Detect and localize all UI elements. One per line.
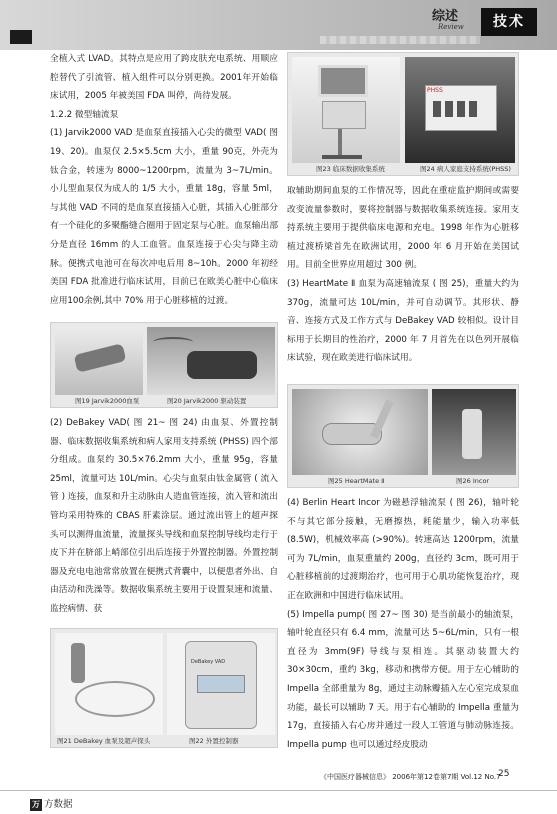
paragraph: 取辅助期间血泵的工作情况等，因此在重症监护期间或需要改变流量参数时，要将控制器与数据收集系统连接。家用支持系统主要用于提供临床电源和充电。1998 年作为心脏移植过渡桥梁首先在欧洲试用，2000 年 6 月开始在美国试用。目前全世界应用超过 300 例。 xyxy=(287,186,519,271)
caption-fig26: 图26 Incor xyxy=(456,477,490,485)
section-subtitle: Review xyxy=(438,23,464,31)
caption-fig25: 图25 HeartMate Ⅱ xyxy=(328,477,385,485)
column-right-top xyxy=(287,182,519,368)
page-number: 25 xyxy=(498,769,510,779)
journal-info: 《中国医疗器械信息》 2006年第12卷第7期 Vol.12 No.7 xyxy=(320,773,501,781)
figure-25-26 xyxy=(287,384,519,488)
header-band xyxy=(0,0,557,50)
watermark xyxy=(30,796,73,811)
paragraph: (5) Impella pump( 图 27~ 图 30) 是当前最小的轴流泵，轴叶轮直径只有 6.4 mm，流量可达 5~6L/min，只有一根直径为 3mm(9F) 导线与泵相连。其驱动装置大约 30×30cm，重约 3kg，移动和携带方便。用于左心辅助的 Impella 全部重量为 8g，通过主动脉瓣插入左心室完成泵血功能，最长可以辅助 7 天。用于右心辅助的 Impella 重量为 17g，直接插入右心房并通过一段人工管道与肺动脉连接。Impella pump 也可以通过经皮股动 xyxy=(287,609,519,750)
caption-fig22: 图22 外置控制器 xyxy=(189,737,239,745)
photo-debakey-pump xyxy=(55,633,163,735)
column-left-top xyxy=(50,50,278,310)
photo-controller xyxy=(167,633,275,735)
controller-label: DeBakey VAD xyxy=(191,659,226,665)
paragraph: 全植入式 LVAD。其特点是应用了跨皮肤充电系统、用顺应腔替代了引流管、植入组件可以分别更换。2001年开始临床试用，2005 年被美国 FDA 叫停，尚待发展。 xyxy=(50,54,278,102)
phss-label: PHSS xyxy=(427,87,443,94)
photo-heartmate xyxy=(292,389,428,475)
caption-fig19: 图19 Jarvik2000血泵 xyxy=(75,397,140,405)
figure-caption xyxy=(51,395,277,407)
subheading: 1.2.2 微型轴流泵 xyxy=(50,109,119,120)
figure-21-22 xyxy=(50,628,278,748)
caption-fig23: 图23 临床数据收集系统 xyxy=(316,165,385,173)
watermark-text: 方数据 xyxy=(44,799,73,810)
figure-caption xyxy=(288,163,518,175)
column-left-bottom xyxy=(50,414,278,619)
photo-jarvik-driver xyxy=(147,327,275,395)
divider xyxy=(0,790,557,791)
figure-23-24 xyxy=(287,52,519,176)
photo-jarvik-pump xyxy=(55,327,143,395)
figure-caption xyxy=(288,475,518,487)
figure-caption xyxy=(51,735,277,747)
paragraph: (2) DeBakey VAD( 图 21~ 图 24) 由血泵、外置控制器、临床数据收集系统和病人家用支持系统 (PHSS) 四个部分组成。血泵约 30.5×76.2mm 大小，重量 95g，容量 25ml，流量可达 10L/min。心尖与血泵由钛金属管 ( 流入管 ) 连接，血泵和升主动脉由人造血管连接，流入管和流出管均采用特殊的 CBAS 肝素涂层。通过流出管上的超声探头可以测得血流量，流量探头导线和血泵控制导线均走行于皮下并在脐部上峭部位引出后连接于外置控制器。外置控制器及充电电池常常放置在便携式背囊中，以便患者外出、自由活动和洗澡等。数据收集系统主要用于设置泵速和流量、监控病情、获 xyxy=(50,418,278,614)
header-brush-decoration xyxy=(320,36,480,44)
photo-incor xyxy=(432,389,516,475)
header-marker xyxy=(10,30,32,44)
paragraph: (4) Berlin Heart Incor 为磁悬浮轴流泵 ( 图 26)，轴叶轮不与其它部分接触，无磨擦热，耗能量少，输入功率低 (8.5W)，机械效率高 (>90%)。转速高达 1200rpm，流量可为 7L/min，血泵重量约 200g，直径约 3cm，既可用于心脏移植前的过渡期治疗，也可用于心肌功能恢复治疗，现正在欧洲和中国进行临床试用。 xyxy=(287,498,519,601)
column-right-bottom xyxy=(287,494,519,754)
photo-data-system xyxy=(292,57,400,163)
paragraph: (3) HeartMate Ⅱ 血泵为高速轴流泵 ( 图 25)，重量大约为 370g，流量可达 10L/min，并可自动调节。其形状、静音、连接方式及工作方式与 DeBakey VAD 较相似。设计目标用于长期目的性治疗，2000 年 7 月首先在以色列开展临床试验，现在欧美进行临床试用。 xyxy=(287,278,519,364)
watermark-icon: 万 xyxy=(32,800,40,809)
section-title: 综述 xyxy=(432,9,459,24)
section-tag: 技术 xyxy=(481,8,537,36)
caption-fig20: 图20 Jarvik2000 驱动装置 xyxy=(167,397,247,405)
caption-fig24: 图24 病人家庭支持系统(PHSS) xyxy=(420,165,511,173)
photo-phss xyxy=(405,57,515,163)
paragraph: (1) Jarvik2000 VAD 是血泵直接插入心尖的微型 VAD( 图 19、20)。血泵仅 2.5×5.5cm 大小，重量 90克，外壳为钛合金，转速为 8000~1200rpm，流量为 3~7L/min。小儿型血泵仅为成人的 1/5 大小，重量 18g，容量 5ml，与其他 VAD 不同的是血泵直接插入心脏，其插入心脏部分有一个硅化的多聚酯缝合圈用于固定泵与心脏。血泵输出部分是直径 16mm 的人工血管。血泵连接于心尖与降主动脉。便携式电池可在每次冲电后用 8~10h。2000 年初经美国 FDA 批准进行临床试用，目前已在欧美心脏中心临床应用100余例,其中 70% 用于心脏移植的过渡。 xyxy=(50,128,278,306)
caption-fig21: 图21 DeBakey 血泵及超声探头 xyxy=(57,737,151,745)
figure-19-20 xyxy=(50,322,278,408)
footer xyxy=(320,769,510,782)
